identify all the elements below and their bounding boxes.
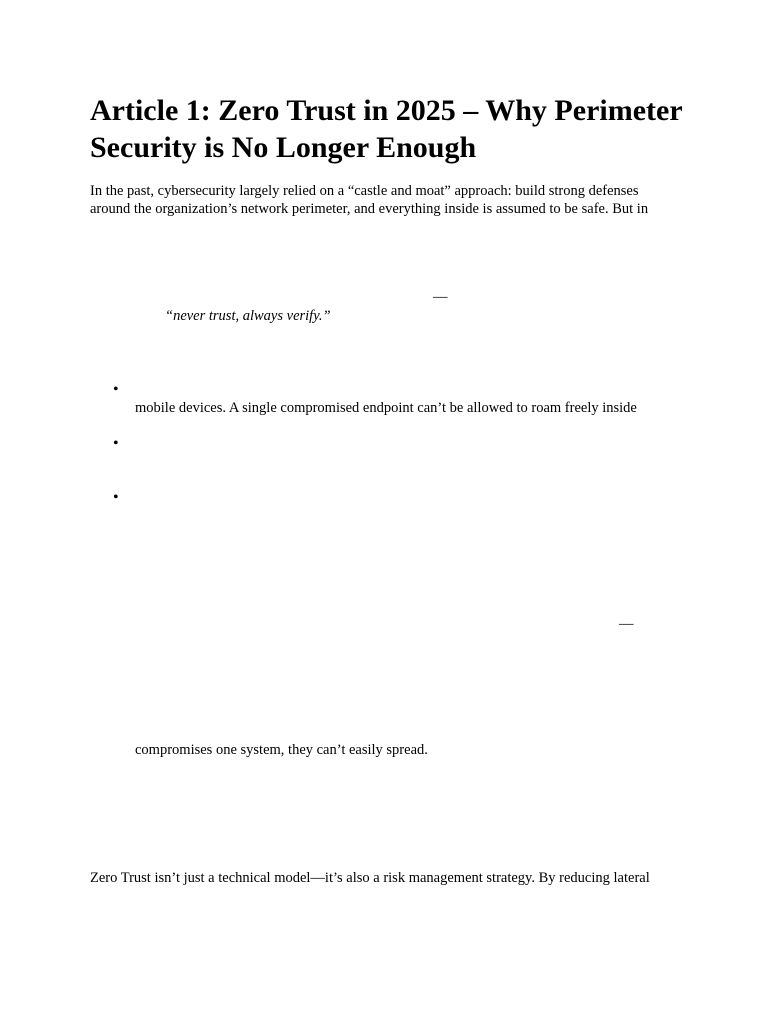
intro-line-1: In the past, cybersecurity largely relied on a “castle and moat” approach: build strong defenses xyxy=(90,183,639,199)
bullet-marker: • xyxy=(113,381,119,398)
segmentation-fragment: compromises one system, they can’t easily spread. xyxy=(135,742,428,758)
article-title: Article 1: Zero Trust in 2025 – Why Perimeter Security is No Longer Enough xyxy=(90,94,683,164)
em-dash: — xyxy=(433,289,448,305)
em-dash: — xyxy=(619,616,634,632)
bullet-marker: • xyxy=(113,435,119,452)
bullet-marker: • xyxy=(113,489,119,506)
bullet-1-fragment: mobile devices. A single compromised endpoint can’t be allowed to roam freely inside xyxy=(135,400,637,416)
zero-trust-quote: “never trust, always verify.” xyxy=(165,308,331,324)
closing-line: Zero Trust isn’t just a technical model—it’s also a risk management strategy. By reducing lateral xyxy=(90,870,650,886)
intro-line-2: around the organization’s network perimeter, and everything inside is assumed to be safe. But in xyxy=(90,201,649,217)
